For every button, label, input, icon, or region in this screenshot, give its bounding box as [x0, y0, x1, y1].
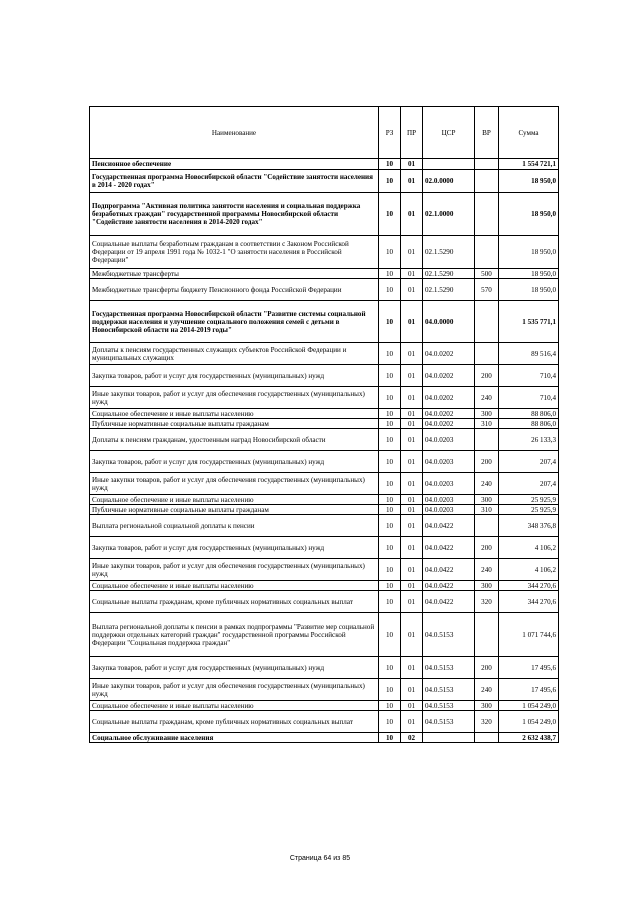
- cell-name: Выплата региональной доплаты к пенсии в рамках подпрограммы "Развитие мер социальной поддержки отдельных категорий граждан" государственной программы Российской Федерации "Социальная поддержка граждан": [90, 613, 379, 657]
- cell-sum: 88 806,0: [499, 409, 559, 419]
- cell-csr: 02.1.5290: [423, 236, 475, 269]
- cell-name: Социальное обслуживание населения: [90, 733, 379, 743]
- cell-vr: 200: [475, 657, 499, 679]
- table-row: [90, 515, 559, 537]
- cell-csr: 04.0.0203: [423, 451, 475, 473]
- cell-name: Публичные нормативные социальные выплаты гражданам: [90, 505, 379, 515]
- cell-rz: 10: [379, 473, 401, 495]
- cell-sum: 710,4: [499, 387, 559, 409]
- cell-rz: 10: [379, 559, 401, 581]
- cell-pr: 01: [401, 269, 423, 279]
- cell-pr: 01: [401, 711, 423, 733]
- cell-csr: 04.0.5153: [423, 679, 475, 701]
- header-vr: ВР: [475, 107, 499, 159]
- cell-rz: 10: [379, 495, 401, 505]
- cell-pr: 01: [401, 365, 423, 387]
- cell-sum: 18 950,0: [499, 193, 559, 236]
- cell-rz: 10: [379, 193, 401, 236]
- cell-sum: 26 133,3: [499, 429, 559, 451]
- cell-pr: 01: [401, 505, 423, 515]
- cell-name: Иные закупки товаров, работ и услуг для обеспечения государственных (муниципальных) нужд: [90, 387, 379, 409]
- table-row: [90, 701, 559, 711]
- table-row: [90, 733, 559, 743]
- cell-sum: 207,4: [499, 451, 559, 473]
- cell-sum: 344 270,6: [499, 591, 559, 613]
- cell-sum: 1 054 249,0: [499, 701, 559, 711]
- cell-csr: 02.0.0000: [423, 170, 475, 193]
- cell-csr: 04.0.0422: [423, 581, 475, 591]
- cell-pr: 01: [401, 301, 423, 343]
- cell-csr: 04.0.5153: [423, 701, 475, 711]
- cell-pr: 01: [401, 387, 423, 409]
- cell-name: Закупка товаров, работ и услуг для государственных (муниципальных) нужд: [90, 657, 379, 679]
- table-row: [90, 409, 559, 419]
- cell-name: Пенсионное обеспечение: [90, 159, 379, 170]
- cell-sum: 18 950,0: [499, 269, 559, 279]
- table-row: [90, 581, 559, 591]
- table-row: [90, 613, 559, 657]
- cell-csr: 02.1.0000: [423, 193, 475, 236]
- table-row: [90, 301, 559, 343]
- cell-pr: 01: [401, 419, 423, 429]
- cell-pr: 01: [401, 343, 423, 365]
- cell-csr: 04.0.0202: [423, 409, 475, 419]
- cell-sum: 207,4: [499, 473, 559, 495]
- header-name: Наименование: [90, 107, 379, 159]
- header-pr: ПР: [401, 107, 423, 159]
- cell-csr: 04.0.0203: [423, 429, 475, 451]
- cell-vr: 240: [475, 473, 499, 495]
- cell-rz: 10: [379, 429, 401, 451]
- table-row: [90, 473, 559, 495]
- cell-csr: 04.0.0202: [423, 419, 475, 429]
- cell-sum: 710,4: [499, 365, 559, 387]
- cell-sum: 25 925,9: [499, 505, 559, 515]
- cell-rz: 10: [379, 365, 401, 387]
- cell-pr: 01: [401, 236, 423, 269]
- cell-name: Государственная программа Новосибирской области "Содействие занятости населения в 2014 - 2020 годах": [90, 170, 379, 193]
- cell-sum: 2 632 438,7: [499, 733, 559, 743]
- table-row: [90, 711, 559, 733]
- cell-rz: 10: [379, 733, 401, 743]
- cell-vr: 200: [475, 451, 499, 473]
- cell-rz: 10: [379, 387, 401, 409]
- cell-rz: 10: [379, 505, 401, 515]
- cell-rz: 10: [379, 159, 401, 170]
- cell-csr: 04.0.0202: [423, 365, 475, 387]
- cell-name: Социальные выплаты гражданам, кроме публичных нормативных социальных выплат: [90, 591, 379, 613]
- table-row: [90, 537, 559, 559]
- cell-name: Государственная программа Новосибирской области "Развитие системы социальной поддержки населения и улучшение социального положения семей с детьми в Новосибирской области на 2014-2019 годы": [90, 301, 379, 343]
- table-row: [90, 269, 559, 279]
- cell-vr: [475, 613, 499, 657]
- cell-name: Социальное обеспечение и иные выплаты населению: [90, 581, 379, 591]
- table-row: [90, 495, 559, 505]
- cell-rz: 10: [379, 657, 401, 679]
- cell-rz: 10: [379, 419, 401, 429]
- header-rz: РЗ: [379, 107, 401, 159]
- cell-vr: 320: [475, 711, 499, 733]
- cell-rz: 10: [379, 613, 401, 657]
- table-row: [90, 193, 559, 236]
- cell-pr: 01: [401, 537, 423, 559]
- header-csr: ЦСР: [423, 107, 475, 159]
- cell-vr: [475, 733, 499, 743]
- cell-name: Иные закупки товаров, работ и услуг для обеспечения государственных (муниципальных) нужд: [90, 679, 379, 701]
- cell-pr: 01: [401, 591, 423, 613]
- table-row: [90, 451, 559, 473]
- cell-sum: 1 054 249,0: [499, 711, 559, 733]
- cell-csr: 04.0.0422: [423, 559, 475, 581]
- cell-name: Социальное обеспечение и иные выплаты населению: [90, 701, 379, 711]
- cell-vr: [475, 429, 499, 451]
- cell-vr: 240: [475, 387, 499, 409]
- cell-name: Закупка товаров, работ и услуг для государственных (муниципальных) нужд: [90, 537, 379, 559]
- table-row: [90, 343, 559, 365]
- cell-vr: 300: [475, 701, 499, 711]
- cell-sum: 25 925,9: [499, 495, 559, 505]
- cell-vr: [475, 301, 499, 343]
- cell-csr: 04.0.0202: [423, 343, 475, 365]
- cell-vr: 310: [475, 505, 499, 515]
- cell-name: Закупка товаров, работ и услуг для государственных (муниципальных) нужд: [90, 451, 379, 473]
- cell-rz: 10: [379, 301, 401, 343]
- cell-vr: 200: [475, 365, 499, 387]
- cell-sum: 4 106,2: [499, 537, 559, 559]
- cell-vr: 300: [475, 409, 499, 419]
- cell-name: Иные закупки товаров, работ и услуг для обеспечения государственных (муниципальных) нужд: [90, 473, 379, 495]
- cell-pr: 01: [401, 429, 423, 451]
- cell-pr: 01: [401, 170, 423, 193]
- table-row: [90, 429, 559, 451]
- table-row: [90, 236, 559, 269]
- budget-table: [89, 106, 559, 743]
- cell-pr: 01: [401, 613, 423, 657]
- header-sum: Сумма: [499, 107, 559, 159]
- cell-rz: 10: [379, 701, 401, 711]
- table-row: [90, 279, 559, 301]
- cell-sum: 17 495,6: [499, 657, 559, 679]
- cell-csr: 04.0.0422: [423, 515, 475, 537]
- cell-csr: 02.1.5290: [423, 279, 475, 301]
- cell-pr: 02: [401, 733, 423, 743]
- cell-vr: 240: [475, 559, 499, 581]
- page-footer: Страница 64 из 85: [289, 855, 351, 862]
- cell-csr: 04.0.0202: [423, 387, 475, 409]
- cell-sum: 4 106,2: [499, 559, 559, 581]
- cell-pr: 01: [401, 279, 423, 301]
- cell-sum: 18 950,0: [499, 279, 559, 301]
- cell-vr: 500: [475, 269, 499, 279]
- cell-vr: 300: [475, 581, 499, 591]
- cell-rz: 10: [379, 711, 401, 733]
- cell-rz: 10: [379, 269, 401, 279]
- cell-csr: 04.0.0203: [423, 495, 475, 505]
- table-row: [90, 679, 559, 701]
- cell-vr: [475, 343, 499, 365]
- cell-vr: 310: [475, 419, 499, 429]
- cell-rz: 10: [379, 170, 401, 193]
- cell-pr: 01: [401, 159, 423, 170]
- cell-pr: 01: [401, 657, 423, 679]
- cell-name: Подпрограмма "Активная политика занятости населения и социальная поддержка безработных граждан" государственной программы Новосибирской области "Содействие занятости населения в 2014-2020 годах": [90, 193, 379, 236]
- cell-vr: 200: [475, 537, 499, 559]
- cell-csr: [423, 733, 475, 743]
- cell-rz: 10: [379, 451, 401, 473]
- cell-vr: 240: [475, 679, 499, 701]
- cell-vr: [475, 159, 499, 170]
- cell-name: Иные закупки товаров, работ и услуг для обеспечения государственных (муниципальных) нужд: [90, 559, 379, 581]
- cell-sum: 1 071 744,6: [499, 613, 559, 657]
- cell-csr: 02.1.5290: [423, 269, 475, 279]
- cell-name: Доплаты к пенсиям гражданам, удостоенным наград Новосибирской области: [90, 429, 379, 451]
- cell-pr: 01: [401, 495, 423, 505]
- cell-name: Доплаты к пенсиям государственных служащих субъектов Российской Федерации и муниципальных служащих: [90, 343, 379, 365]
- cell-rz: 10: [379, 343, 401, 365]
- cell-pr: 01: [401, 193, 423, 236]
- cell-sum: 1 535 771,1: [499, 301, 559, 343]
- cell-name: Публичные нормативные социальные выплаты гражданам: [90, 419, 379, 429]
- cell-rz: 10: [379, 409, 401, 419]
- cell-name: Межбюджетные трансферты бюджету Пенсионного фонда Российской Федерации: [90, 279, 379, 301]
- cell-sum: 17 495,6: [499, 679, 559, 701]
- cell-rz: 10: [379, 537, 401, 559]
- cell-pr: 01: [401, 679, 423, 701]
- table-body: [90, 159, 559, 743]
- cell-pr: 01: [401, 409, 423, 419]
- cell-sum: 89 516,4: [499, 343, 559, 365]
- table-row: [90, 365, 559, 387]
- cell-pr: 01: [401, 701, 423, 711]
- cell-vr: 570: [475, 279, 499, 301]
- cell-sum: 18 950,0: [499, 236, 559, 269]
- cell-name: Социальные выплаты гражданам, кроме публичных нормативных социальных выплат: [90, 711, 379, 733]
- cell-pr: 01: [401, 473, 423, 495]
- cell-csr: 04.0.0422: [423, 591, 475, 613]
- cell-pr: 01: [401, 515, 423, 537]
- cell-vr: [475, 170, 499, 193]
- cell-name: Социальное обеспечение и иные выплаты населению: [90, 409, 379, 419]
- cell-csr: 04.0.5153: [423, 657, 475, 679]
- cell-name: Закупка товаров, работ и услуг для государственных (муниципальных) нужд: [90, 365, 379, 387]
- cell-rz: 10: [379, 279, 401, 301]
- table-row: [90, 591, 559, 613]
- cell-rz: 10: [379, 679, 401, 701]
- cell-csr: 04.0.0000: [423, 301, 475, 343]
- cell-rz: 10: [379, 515, 401, 537]
- table-row: [90, 159, 559, 170]
- cell-vr: 300: [475, 495, 499, 505]
- table-row: [90, 559, 559, 581]
- table-row: [90, 170, 559, 193]
- cell-pr: 01: [401, 581, 423, 591]
- cell-name: Межбюджетные трансферты: [90, 269, 379, 279]
- cell-sum: 88 806,0: [499, 419, 559, 429]
- cell-rz: 10: [379, 236, 401, 269]
- cell-rz: 10: [379, 581, 401, 591]
- cell-name: Выплата региональной социальной доплаты к пенсии: [90, 515, 379, 537]
- cell-sum: 344 270,6: [499, 581, 559, 591]
- cell-pr: 01: [401, 559, 423, 581]
- cell-name: Социальные выплаты безработным гражданам в соответствии с Законом Российской Федерации от 19 апреля 1991 года № 1032-1 "О занятости населения в Российской Федерации": [90, 236, 379, 269]
- cell-rz: 10: [379, 591, 401, 613]
- cell-vr: [475, 515, 499, 537]
- cell-csr: 04.0.5153: [423, 711, 475, 733]
- table-header-row: [90, 107, 559, 159]
- table-row: [90, 505, 559, 515]
- cell-vr: 320: [475, 591, 499, 613]
- cell-sum: 1 554 721,1: [499, 159, 559, 170]
- cell-pr: 01: [401, 451, 423, 473]
- table-row: [90, 387, 559, 409]
- table-row: [90, 419, 559, 429]
- cell-csr: 04.0.0422: [423, 537, 475, 559]
- cell-vr: [475, 236, 499, 269]
- cell-csr: 04.0.0203: [423, 473, 475, 495]
- cell-csr: 04.0.5153: [423, 613, 475, 657]
- cell-csr: [423, 159, 475, 170]
- cell-csr: 04.0.0203: [423, 505, 475, 515]
- table-row: [90, 657, 559, 679]
- cell-name: Социальное обеспечение и иные выплаты населению: [90, 495, 379, 505]
- cell-vr: [475, 193, 499, 236]
- cell-sum: 348 376,8: [499, 515, 559, 537]
- cell-sum: 18 950,0: [499, 170, 559, 193]
